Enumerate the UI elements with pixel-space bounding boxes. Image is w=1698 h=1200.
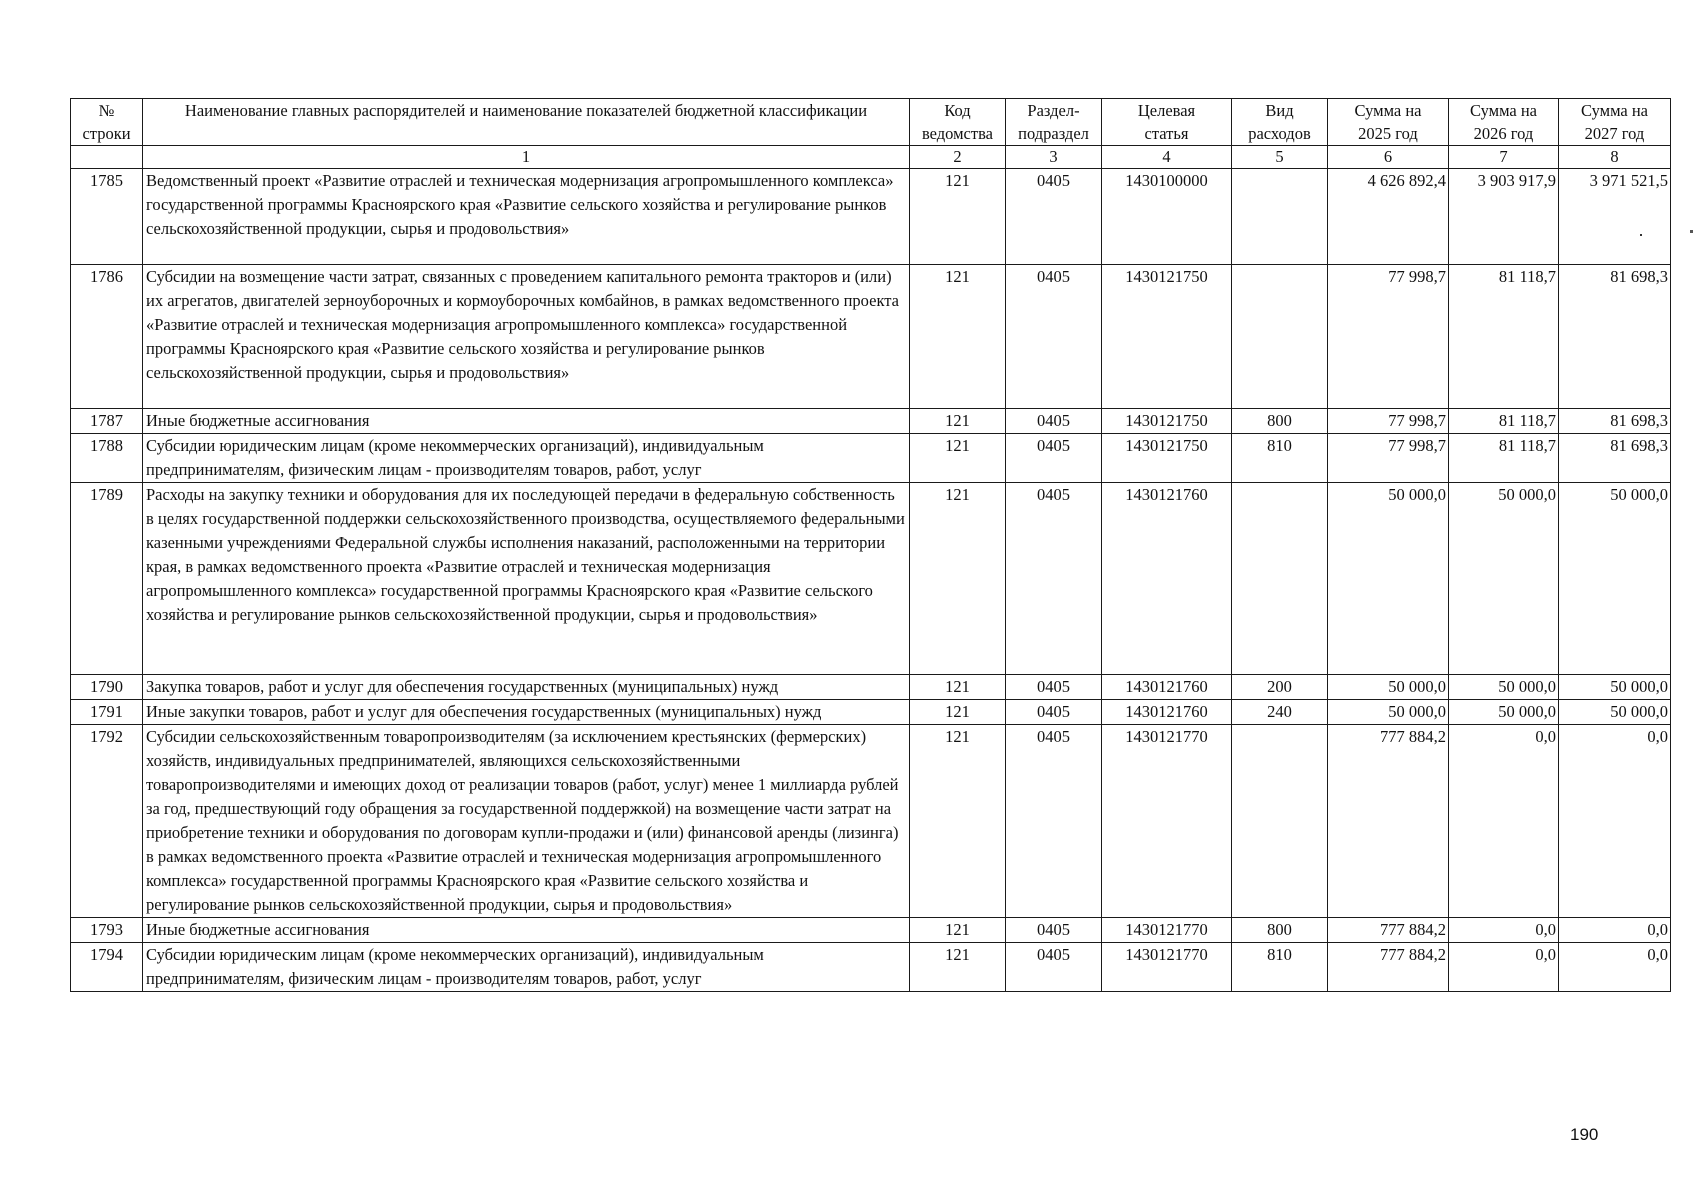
row-sum-2026: 0,0 (1449, 943, 1559, 992)
row-expense: 800 (1232, 918, 1328, 943)
row-code: 121 (910, 700, 1006, 725)
row-number: 1792 (71, 725, 143, 918)
header-code: Код ведомства (910, 99, 1006, 146)
row-number: 1791 (71, 700, 143, 725)
column-index: 4 (1102, 146, 1232, 169)
row-expense: 800 (1232, 409, 1328, 434)
table-row (71, 169, 1671, 265)
row-sum-2026: 81 118,7 (1449, 409, 1559, 434)
row-name: Ведомственный проект «Развитие отраслей и техническая модернизация агропромышленного комплекса» государственной программы Красноярского края «Развитие сельского хозяйства и регулирование рынков сельскохозяйственной продукции, сырья и продовольствия» (143, 169, 910, 265)
header-sum-2027: Сумма на 2027 год (1559, 99, 1671, 146)
column-index: 8 (1559, 146, 1671, 169)
row-section: 0405 (1006, 943, 1102, 992)
header-name: Наименование главных распорядителей и наименование показателей бюджетной классификации (143, 99, 910, 146)
column-index: 3 (1006, 146, 1102, 169)
row-sum-2025: 50 000,0 (1328, 675, 1449, 700)
row-target: 1430121750 (1102, 409, 1232, 434)
row-sum-2026: 50 000,0 (1449, 483, 1559, 675)
row-expense (1232, 725, 1328, 918)
row-number: 1793 (71, 918, 143, 943)
row-expense: 810 (1232, 434, 1328, 483)
row-expense (1232, 169, 1328, 265)
header-row (71, 99, 1671, 146)
row-code: 121 (910, 409, 1006, 434)
row-name: Иные закупки товаров, работ и услуг для обеспечения государственных (муниципальных) нужд (143, 700, 910, 725)
row-target: 1430121750 (1102, 434, 1232, 483)
table-row (71, 434, 1671, 483)
row-name: Закупка товаров, работ и услуг для обеспечения государственных (муниципальных) нужд (143, 675, 910, 700)
row-expense (1232, 483, 1328, 675)
row-section: 0405 (1006, 675, 1102, 700)
row-name: Иные бюджетные ассигнования (143, 409, 910, 434)
row-code: 121 (910, 725, 1006, 918)
row-section: 0405 (1006, 918, 1102, 943)
column-index: 1 (143, 146, 910, 169)
row-target: 1430121770 (1102, 918, 1232, 943)
row-sum-2026: 50 000,0 (1449, 700, 1559, 725)
row-target: 1430121760 (1102, 675, 1232, 700)
page-number: 190 (1570, 1125, 1599, 1144)
row-number: 1789 (71, 483, 143, 675)
row-code: 121 (910, 918, 1006, 943)
table-row (71, 265, 1671, 409)
row-sum-2026: 81 118,7 (1449, 434, 1559, 483)
table-row (71, 700, 1671, 725)
row-sum-2025: 4 626 892,4 (1328, 169, 1449, 265)
row-sum-2027: 81 698,3 (1559, 434, 1671, 483)
row-target: 1430121770 (1102, 943, 1232, 992)
row-sum-2026: 50 000,0 (1449, 675, 1559, 700)
row-number: 1788 (71, 434, 143, 483)
row-section: 0405 (1006, 409, 1102, 434)
row-sum-2027: 0,0 (1559, 725, 1671, 918)
scan-edge-mark (1690, 230, 1693, 233)
row-name: Субсидии юридическим лицам (кроме некоммерческих организаций), индивидуальным предпринимателям, физическим лицам - производителям товаров, работ, услуг (143, 434, 910, 483)
column-index: 6 (1328, 146, 1449, 169)
row-number: 1787 (71, 409, 143, 434)
row-sum-2027: 50 000,0 (1559, 483, 1671, 675)
row-code: 121 (910, 265, 1006, 409)
header-section: Раздел- подраздел (1006, 99, 1102, 146)
row-sum-2027: 81 698,3 (1559, 265, 1671, 409)
row-name: Субсидии на возмещение части затрат, связанных с проведением капитального ремонта тракторов и (или) их агрегатов, двигателей зерноуборочных и кормоуборочных комбайнов, в рамках ведомственного проекта «Развитие отраслей и техническая модернизация агропромышленного комплекса» государственной программы Красноярского края «Развитие сельского хозяйства и регулирование рынков сельскохозяйственной продукции, сырья и продовольствия» (143, 265, 910, 409)
row-target: 1430121770 (1102, 725, 1232, 918)
row-number: 1790 (71, 675, 143, 700)
row-target: 1430121760 (1102, 483, 1232, 675)
row-section: 0405 (1006, 725, 1102, 918)
row-sum-2027: 0,0 (1559, 943, 1671, 992)
row-sum-2027: 3 971 521,5 (1559, 169, 1671, 265)
budget-sheet (70, 98, 1670, 992)
row-sum-2025: 777 884,2 (1328, 943, 1449, 992)
table-row (71, 943, 1671, 992)
budget-table (70, 98, 1671, 992)
row-code: 121 (910, 483, 1006, 675)
row-section: 0405 (1006, 700, 1102, 725)
row-section: 0405 (1006, 265, 1102, 409)
row-name: Субсидии юридическим лицам (кроме некоммерческих организаций), индивидуальным предпринимателям, физическим лицам - производителям товаров, работ, услуг (143, 943, 910, 992)
row-sum-2027: 81 698,3 (1559, 409, 1671, 434)
row-section: 0405 (1006, 169, 1102, 265)
table-row (71, 675, 1671, 700)
row-sum-2027: 50 000,0 (1559, 675, 1671, 700)
row-sum-2025: 77 998,7 (1328, 409, 1449, 434)
row-sum-2025: 77 998,7 (1328, 265, 1449, 409)
header-expense: Вид расходов (1232, 99, 1328, 146)
column-index: 5 (1232, 146, 1328, 169)
table-row (71, 725, 1671, 918)
row-sum-2026: 0,0 (1449, 918, 1559, 943)
row-code: 121 (910, 675, 1006, 700)
column-index (71, 146, 143, 169)
row-expense: 240 (1232, 700, 1328, 725)
row-sum-2025: 777 884,2 (1328, 725, 1449, 918)
row-code: 121 (910, 434, 1006, 483)
row-sum-2026: 81 118,7 (1449, 265, 1559, 409)
header-sum-2026: Сумма на 2026 год (1449, 99, 1559, 146)
header-sum-2025: Сумма на 2025 год (1328, 99, 1449, 146)
column-index: 7 (1449, 146, 1559, 169)
scan-speck (1640, 234, 1642, 236)
row-sum-2026: 0,0 (1449, 725, 1559, 918)
table-row (71, 483, 1671, 675)
row-sum-2027: 0,0 (1559, 918, 1671, 943)
row-target: 1430121760 (1102, 700, 1232, 725)
row-number: 1794 (71, 943, 143, 992)
row-sum-2025: 777 884,2 (1328, 918, 1449, 943)
row-sum-2027: 50 000,0 (1559, 700, 1671, 725)
row-name: Расходы на закупку техники и оборудования для их последующей передачи в федеральную собственность в целях государственной поддержки сельскохозяйственного производства, осуществляемого федеральными казенными учреждениями Федеральной службы исполнения наказаний, расположенными на территории края, в рамках ведомственного проекта «Развитие отраслей и техническая модернизация агропромышленного комплекса» государственной программы Красноярского края «Развитие сельского хозяйства и регулирование рынков сельскохозяйственной продукции, сырья и продовольствия» (143, 483, 910, 675)
table-row (71, 409, 1671, 434)
row-number: 1785 (71, 169, 143, 265)
row-expense: 200 (1232, 675, 1328, 700)
row-target: 1430100000 (1102, 169, 1232, 265)
row-expense: 810 (1232, 943, 1328, 992)
header-row-no: № строки (71, 99, 143, 146)
row-section: 0405 (1006, 483, 1102, 675)
row-sum-2025: 77 998,7 (1328, 434, 1449, 483)
row-sum-2025: 50 000,0 (1328, 700, 1449, 725)
row-code: 121 (910, 943, 1006, 992)
table-row (71, 918, 1671, 943)
row-code: 121 (910, 169, 1006, 265)
row-name: Субсидии сельскохозяйственным товаропроизводителям (за исключением крестьянских (фермерских) хозяйств, индивидуальных предпринимателей, являющихся сельскохозяйственными товаропроизводителями и имеющих доход от реализации товаров (работ, услуг) менее 1 миллиарда рублей за год, предшествующий году обращения за государственной поддержкой) на возмещение части затрат на приобретение техники и оборудования по договорам купли-продажи и (или) финансовой аренды (лизинга) в рамках ведомственного проекта «Развитие отраслей и техническая модернизация агропромышленного комплекса» государственной программы Красноярского края «Развитие сельского хозяйства и регулирование рынков сельскохозяйственной продукции, сырья и продовольствия» (143, 725, 910, 918)
header-target: Целевая статья (1102, 99, 1232, 146)
row-section: 0405 (1006, 434, 1102, 483)
row-target: 1430121750 (1102, 265, 1232, 409)
row-expense (1232, 265, 1328, 409)
row-number: 1786 (71, 265, 143, 409)
row-name: Иные бюджетные ассигнования (143, 918, 910, 943)
column-index-row (71, 146, 1671, 169)
column-index: 2 (910, 146, 1006, 169)
row-sum-2025: 50 000,0 (1328, 483, 1449, 675)
row-sum-2026: 3 903 917,9 (1449, 169, 1559, 265)
